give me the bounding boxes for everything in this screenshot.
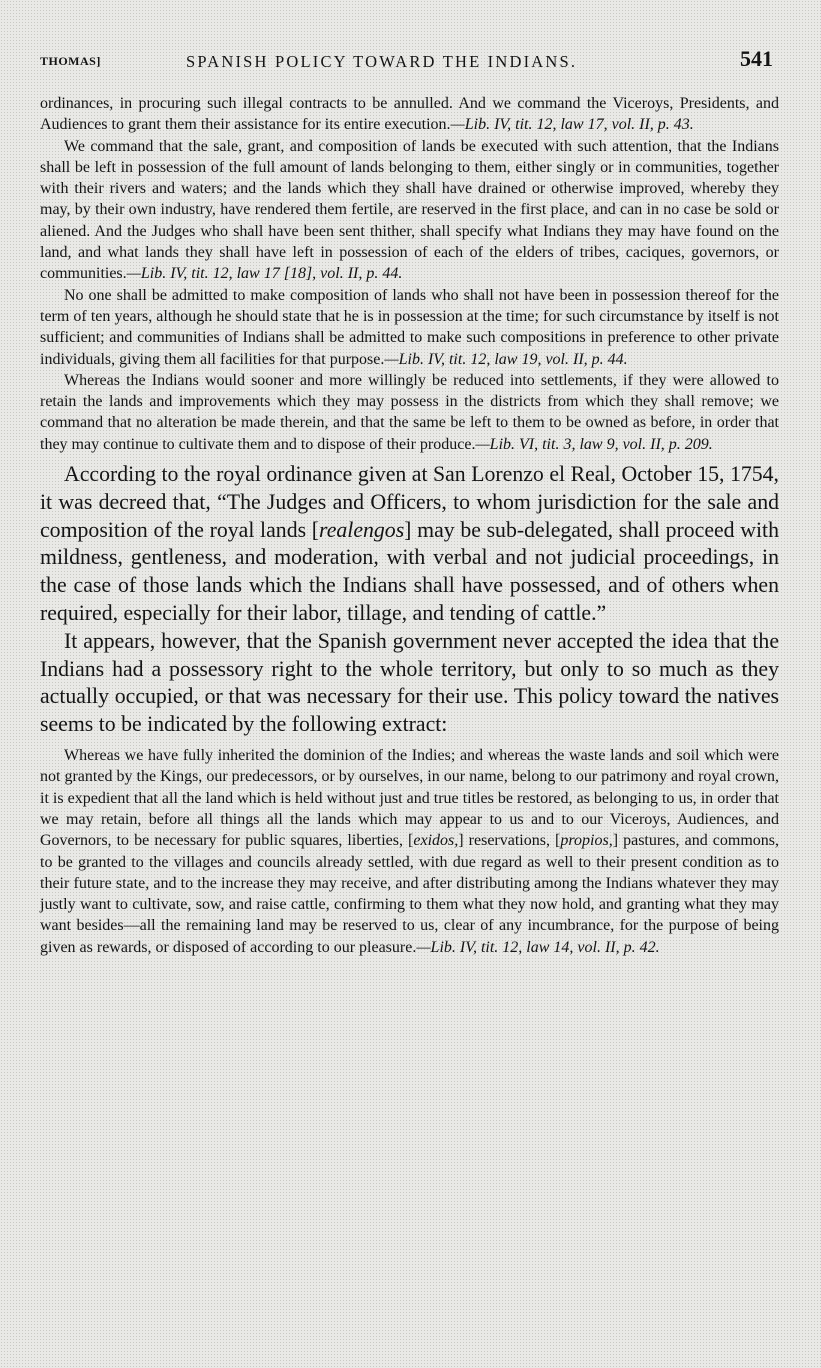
page-number: 541 xyxy=(740,46,773,71)
law-paragraph-continued: ordinances, in procuring such illegal contracts to be annulled. And we command the Viceroys, Presidents, and Audiences to grant them their assistance for its entire execution.—Lib. IV, tit. 12, law 17, vol. II, p. 43. xyxy=(40,95,779,134)
extract-paragraph: Whereas we have fully inherited the dominion of the Indies; and whereas the waste lands and soil which were not granted by the Kings, our predecessors, or by ourselves, in our name, belong to our patrimony and royal crown, it is expedient that all the land which is held without just and true titles be restored, as belonging to us, in order that we may retain, before all things all the lands which may appear to us and to our Viceroys, Audiences, and Governors, to be necessary for public squares, liberties, [exidos,] reservations, [propios,] pastures, and commons, to be granted to the villages and councils already settled, with due regard as well to their present condition as to their future state, and to the increase they may receive, and after distributing among the Indians whatever they may justly want to cultivate, sow, and raise cattle, confirming to them what they now hold, and granting what they may want besides—all the remaining land may be reserved to us, clear of any incumbrance, for the purpose of being given as rewards, or disposed of according to our pleasure.—Lib. IV, tit. 12, law 14, vol. II, p. 42. xyxy=(40,747,780,956)
italic-term: propios, xyxy=(560,832,613,850)
body-paragraph-policy: It appears, however, that the Spanish government never accepted the idea that the Indians had a possessory right to the whole territory, but only to so much as they actually occupied, or that was necessary for their use. This policy toward the natives seems to be indicated by the following extract: xyxy=(40,628,779,737)
law-citation: —Lib. IV, tit. 12, law 19, vol. II, p. 44. xyxy=(384,350,628,368)
running-author: THOMAS] xyxy=(40,54,101,68)
law-citation: —Lib. IV, tit. 12, law 17, vol. II, p. 43. xyxy=(450,116,694,134)
running-header xyxy=(40,46,773,76)
law-paragraph: No one shall be admitted to make composition of lands who shall not have been in possession thereof for the term of ten years, although he should state that he is in possession at the time; for such circumstance by itself is not sufficient; and communities of Indians shall be admitted to make such compositions in preference to other private individuals, giving them all facilities for that purpose.—Lib. IV, tit. 12, law 19, vol. II, p. 44. xyxy=(40,286,779,368)
law-paragraph: Whereas the Indians would sooner and more willingly be reduced into settlements, if they were allowed to retain the lands and improvements which they may possess in the districts from which they shall remove; we command that no alteration be made therein, and that the same be left to them to be owned as before, in order that they may continue to cultivate them and to dispose of their produce.—Lib. VI, tit. 3, law 9, vol. II, p. 209. xyxy=(40,371,779,453)
italic-term: realengos xyxy=(319,517,405,542)
running-title: SPANISH POLICY TOWARD THE INDIANS. xyxy=(186,52,578,71)
law-paragraph: We command that the sale, grant, and composition of lands be executed with such attention, that the Indians shall be left in possession of the full amount of lands belonging to them, either singly or in communities, together with their rivers and waters; and the lands which they shall have drained or otherwise improved, whereby they may, by their own industry, have rendered them fertile, are reserved in the first place, and can in no case be sold or aliened. And the Judges who shall have been sent thither, shall specify what Indians they may have found on the land, and what lands they shall have left in possession of each of the elders of tribes, caciques, governors, or communities.—Lib. IV, tit. 12, law 17 [18], vol. II, p. 44. xyxy=(40,137,779,283)
italic-term: exidos, xyxy=(413,832,459,850)
law-citation: —Lib. VI, tit. 3, law 9, vol. II, p. 209. xyxy=(475,435,713,453)
law-citation: —Lib. IV, tit. 12, law 17 [18], vol. II, p. 44. xyxy=(126,265,403,283)
law-citation: —Lib. IV, tit. 12, law 14, vol. II, p. 42. xyxy=(416,938,660,956)
body-paragraph-ordinance: According to the royal ordinance given at San Lorenzo el Real, October 15, 1754, it was decreed that, “The Judges and Officers, to whom jurisdiction for the sale and composition of the royal lands [realengos] may be sub-delegated, shall proceed with mildness, gentleness, and moderation, with verbal and not judicial proceedings, in the case of those lands which the Indians shall have possessed, and of others when required, especially for their labor, tillage, and tending of cattle.” xyxy=(40,462,779,626)
page-body xyxy=(40,93,779,958)
